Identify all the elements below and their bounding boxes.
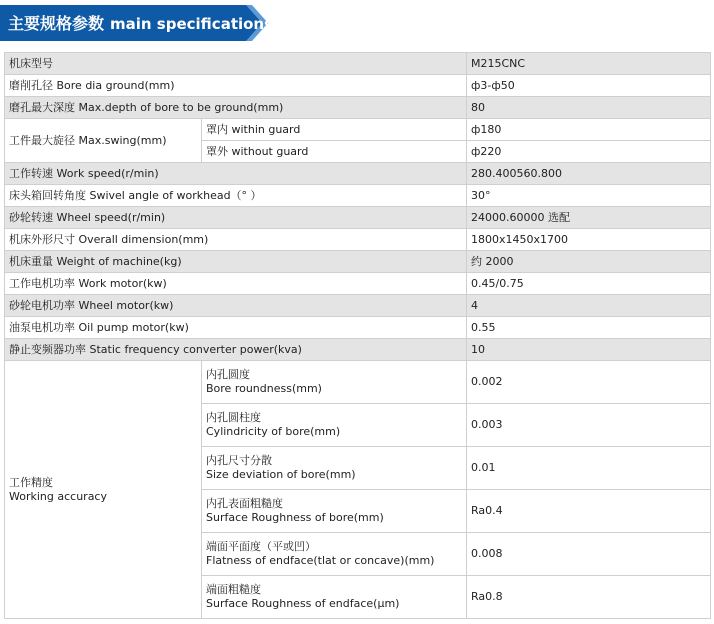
accuracy-item-cn: 端面粗糙度 [206,583,261,596]
accuracy-value: 0.008 [467,533,711,576]
swing-sub-value: ф220 [467,141,711,163]
row-label: 静止变频器功率 Static frequency converter power(kva) [5,339,467,361]
row-value: 10 [467,339,711,361]
row-label: 机床型号 [5,53,467,75]
title-en: main specifications [110,15,274,33]
row-value: 24000.60000 选配 [467,207,711,229]
accuracy-item-en: Surface Roughness of bore(mm) [206,511,384,524]
row-label: 砂轮转速 Wheel speed(r/min) [5,207,467,229]
swing-label: 工件最大旋径 Max.swing(mm) [5,119,202,163]
row-label: 磨孔最大深度 Max.depth of bore to be ground(mm) [5,97,467,119]
row-label: 机床重量 Weight of machine(kg) [5,251,467,273]
accuracy-label [5,361,202,619]
accuracy-item-en: Bore roundness(mm) [206,382,322,395]
accuracy-value: Ra0.4 [467,490,711,533]
section-banner [0,5,274,41]
row-value: 4 [467,295,711,317]
row-label: 工作转速 Work speed(r/min) [5,163,467,185]
table-row [5,207,711,229]
accuracy-item-cn: 内孔尺寸分散 [206,454,272,467]
accuracy-item-cn: 内孔圆度 [206,368,250,381]
swing-sub-label: 罩外 without guard [202,141,467,163]
page-title [8,11,273,34]
row-label: 磨削孔径 Bore dia ground(mm) [5,75,467,97]
table-row [5,317,711,339]
row-value: 30° [467,185,711,207]
table-row [5,273,711,295]
row-value: 0.55 [467,317,711,339]
title-cn: 主要规格参数 [8,14,105,33]
row-value: ф3-ф50 [467,75,711,97]
table-row [5,295,711,317]
row-value: 1800x1450x1700 [467,229,711,251]
accuracy-value: 0.01 [467,447,711,490]
table-row [5,251,711,273]
accuracy-item [202,404,467,447]
accuracy-value: 0.002 [467,361,711,404]
swing-sub-value: ф180 [467,119,711,141]
accuracy-item-en: Size deviation of bore(mm) [206,468,356,481]
accuracy-item [202,533,467,576]
table-row [5,185,711,207]
row-value: M215CNC [467,53,711,75]
row-value: 280.400560.800 [467,163,711,185]
accuracy-item-cn: 内孔圆柱度 [206,411,261,424]
accuracy-item [202,490,467,533]
table-row [5,361,711,404]
row-label: 机床外形尺寸 Overall dimension(mm) [5,229,467,251]
accuracy-item [202,361,467,404]
row-value: 0.45/0.75 [467,273,711,295]
accuracy-value: Ra0.8 [467,576,711,619]
row-value: 80 [467,97,711,119]
table-row [5,229,711,251]
accuracy-item-en: Cylindricity of bore(mm) [206,425,341,438]
accuracy-label-cn: 工作精度 [9,475,53,489]
swing-sub-label: 罩内 within guard [202,119,467,141]
table-row [5,97,711,119]
row-label: 油泵电机功率 Oil pump motor(kw) [5,317,467,339]
table-row [5,339,711,361]
accuracy-item [202,576,467,619]
accuracy-item-cn: 内孔表面粗糙度 [206,497,283,510]
accuracy-value: 0.003 [467,404,711,447]
accuracy-label-en: Working accuracy [9,489,107,503]
table-row [5,119,711,141]
spec-table [4,52,711,619]
row-label: 砂轮电机功率 Wheel motor(kw) [5,295,467,317]
table-row [5,53,711,75]
row-label: 床头箱回转角度 Swivel angle of workhead（° ） [5,185,467,207]
accuracy-item-en: Surface Roughness of endface(μm) [206,597,400,610]
row-value: 约 2000 [467,251,711,273]
accuracy-item [202,447,467,490]
table-row [5,75,711,97]
accuracy-item-cn: 端面平面度（平或凹） [206,540,316,553]
row-label: 工作电机功率 Work motor(kw) [5,273,467,295]
accuracy-item-en: Flatness of endface(tlat or concave)(mm) [206,554,435,567]
table-row [5,163,711,185]
